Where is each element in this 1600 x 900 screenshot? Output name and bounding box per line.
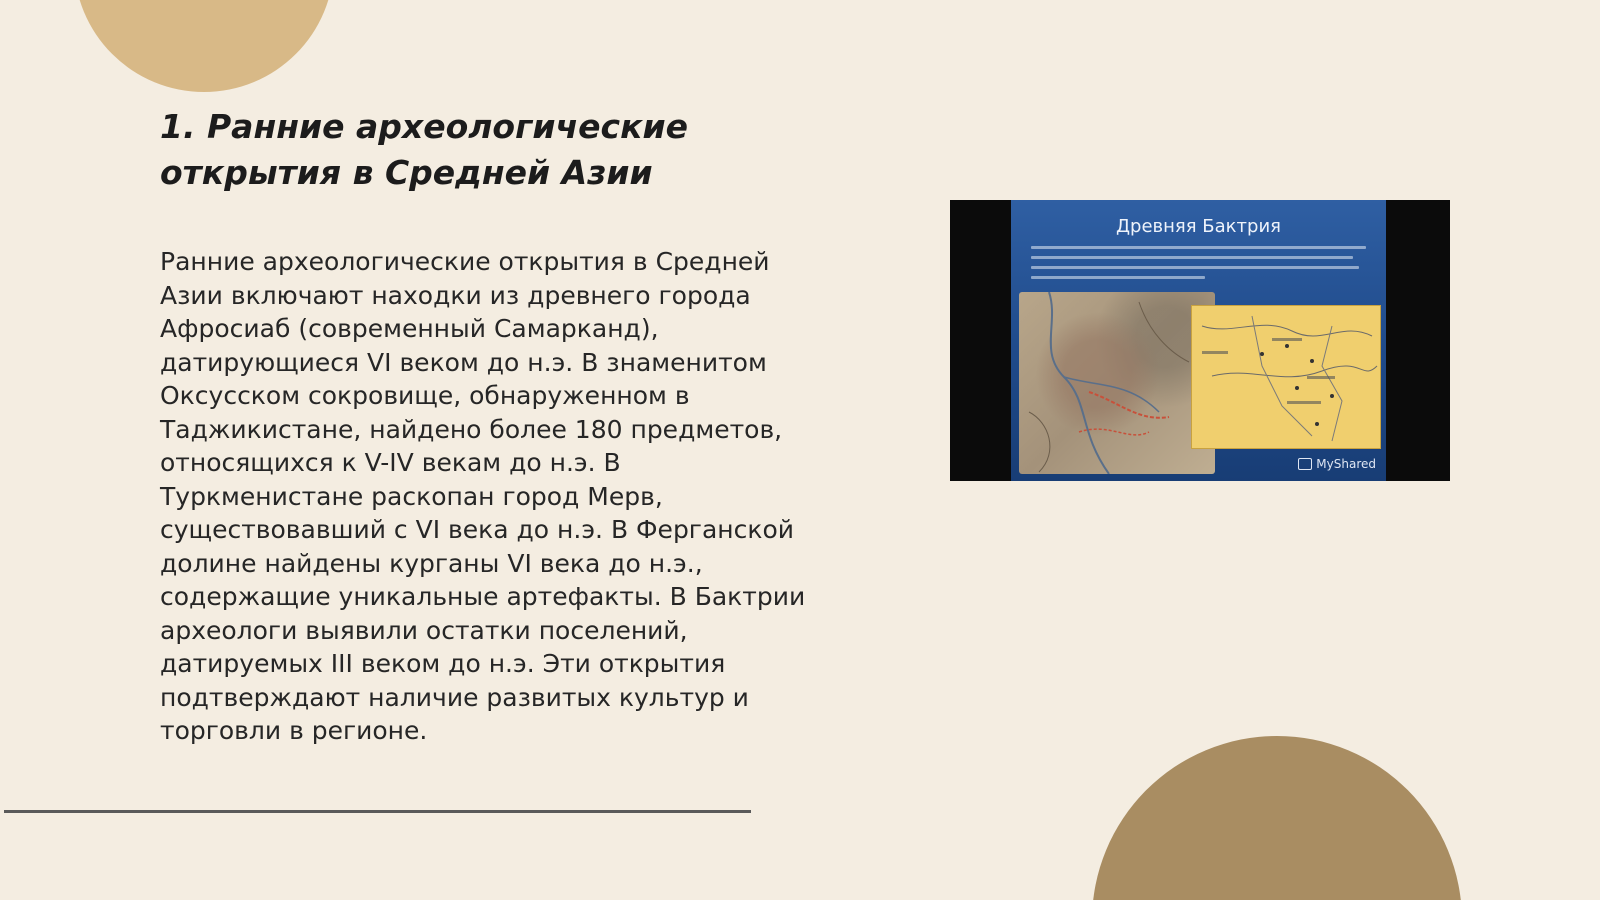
terrain-map-drawing	[1019, 292, 1215, 474]
slide-body-text: Ранние археологические открытия в Средней Азии включают находки из древнего города Афросиаб (современный Самарканд), датирующиеся VI веком до н.э. В знаменитом Оксусском сокровище, обнаруженном в Таджикистане, найдено более 180 предметов, относящихся к V-IV векам до н.э. В Туркменистане раскопан город Мерв, существовавший с VI века до н.э. В Ферганской долине найдены курганы VI века до н.э., содержащие уникальные артефакты. В Бактрии археологи выявили остатки поселений, датируемых III веком до н.э. Эти открытия подтверждают наличие развитых культур и торговли в регионе.	[160, 247, 806, 745]
embedded-slide-title: Древняя Бактрия	[1115, 216, 1281, 237]
embedded-slide-image	[950, 200, 1450, 481]
decorative-circle-top	[74, 0, 334, 92]
embedded-slide-panel	[1011, 200, 1386, 481]
divider-line	[4, 810, 751, 813]
regional-map-image	[1191, 305, 1381, 449]
regional-map-drawing	[1192, 306, 1380, 448]
decorative-circle-bottom	[1092, 736, 1462, 900]
slide-title: 1. Ранние археологические открытия в Средней Азии	[160, 107, 688, 192]
terrain-map-image	[1019, 292, 1215, 474]
myshared-logo-icon	[1298, 458, 1312, 470]
watermark	[1298, 457, 1376, 471]
watermark-text: MyShared	[1316, 457, 1376, 471]
embedded-slide-text-lines	[1031, 246, 1366, 286]
